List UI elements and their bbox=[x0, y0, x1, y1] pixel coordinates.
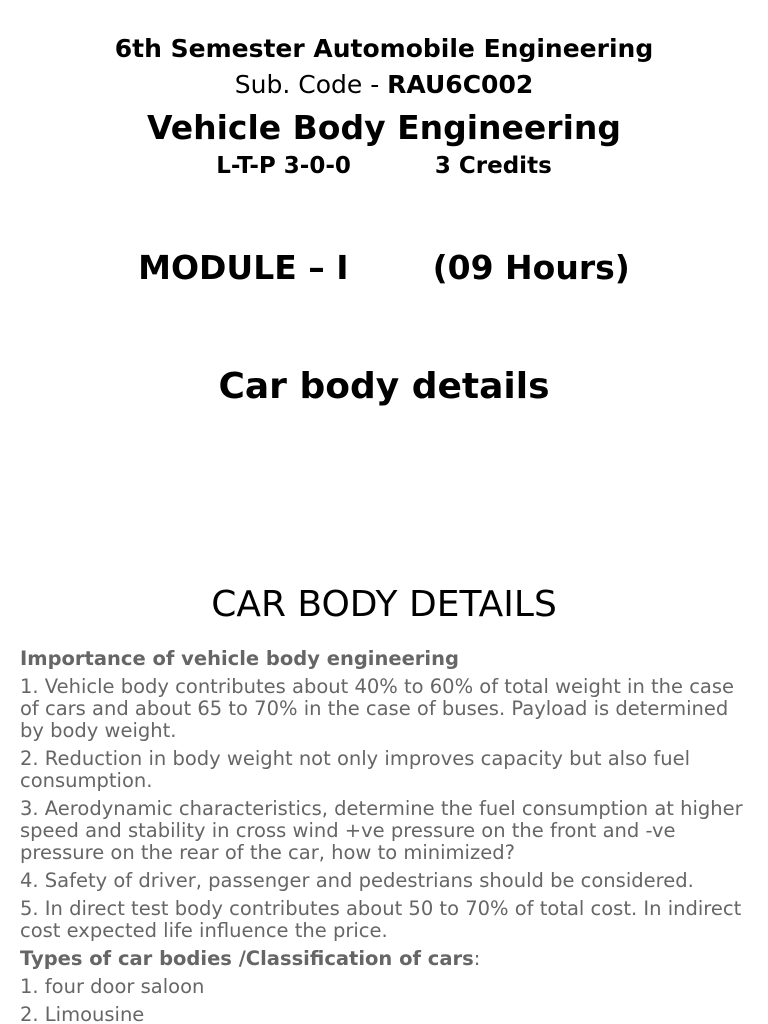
content-slide bbox=[0, 540, 768, 1024]
module-hours: (09 Hours) bbox=[432, 248, 630, 287]
importance-heading: Importance of vehicle body engineering bbox=[20, 647, 459, 670]
list-item: 1. Vehicle body contributes about 40% to 60% of total weight in the case of cars and about 65 to 70% in the case of buses. Payload is determined by body weight. bbox=[20, 675, 735, 742]
content-slide-title: CAR BODY DETAILS bbox=[211, 584, 557, 625]
list-item: 2. Reduction in body weight not only improves capacity but also fuel consumption. bbox=[20, 747, 691, 792]
ltp-credits-line bbox=[0, 153, 768, 179]
credits-value: 3 Credits bbox=[434, 153, 552, 179]
slide-subtitle: Car body details bbox=[218, 366, 550, 407]
types-heading-colon: : bbox=[473, 947, 481, 970]
list-item: 2. Limousine bbox=[20, 1003, 145, 1024]
module-line bbox=[0, 248, 768, 287]
course-title: Vehicle Body Engineering bbox=[146, 108, 622, 147]
ltp-value: L-T-P 3-0-0 bbox=[216, 153, 351, 179]
subject-code-value: RAU6C002 bbox=[387, 70, 534, 99]
list-item: 3. Aerodynamic characteristics, determine the fuel consumption at higher speed and stability in cross wind +ve pressure on the front and -ve pressure on the rear of the car, how to minimized? bbox=[20, 797, 743, 864]
subject-code-line bbox=[0, 70, 768, 99]
list-item: 4. Safety of driver, passenger and pedestrians should be considered. bbox=[20, 869, 694, 892]
subject-code-label: Sub. Code - bbox=[234, 70, 388, 99]
content-body bbox=[20, 648, 750, 1024]
module-label: MODULE – I bbox=[138, 248, 349, 287]
list-item: 1. four door saloon bbox=[20, 975, 205, 998]
types-heading-text: Types of car bodies /Classification of cars bbox=[20, 947, 474, 970]
types-heading bbox=[20, 948, 750, 970]
list-item: 5. In direct test body contributes about 50 to 70% of total cost. In indirect cost expected life influence the price. bbox=[20, 897, 742, 942]
semester-heading: 6th Semester Automobile Engineering bbox=[114, 34, 654, 63]
